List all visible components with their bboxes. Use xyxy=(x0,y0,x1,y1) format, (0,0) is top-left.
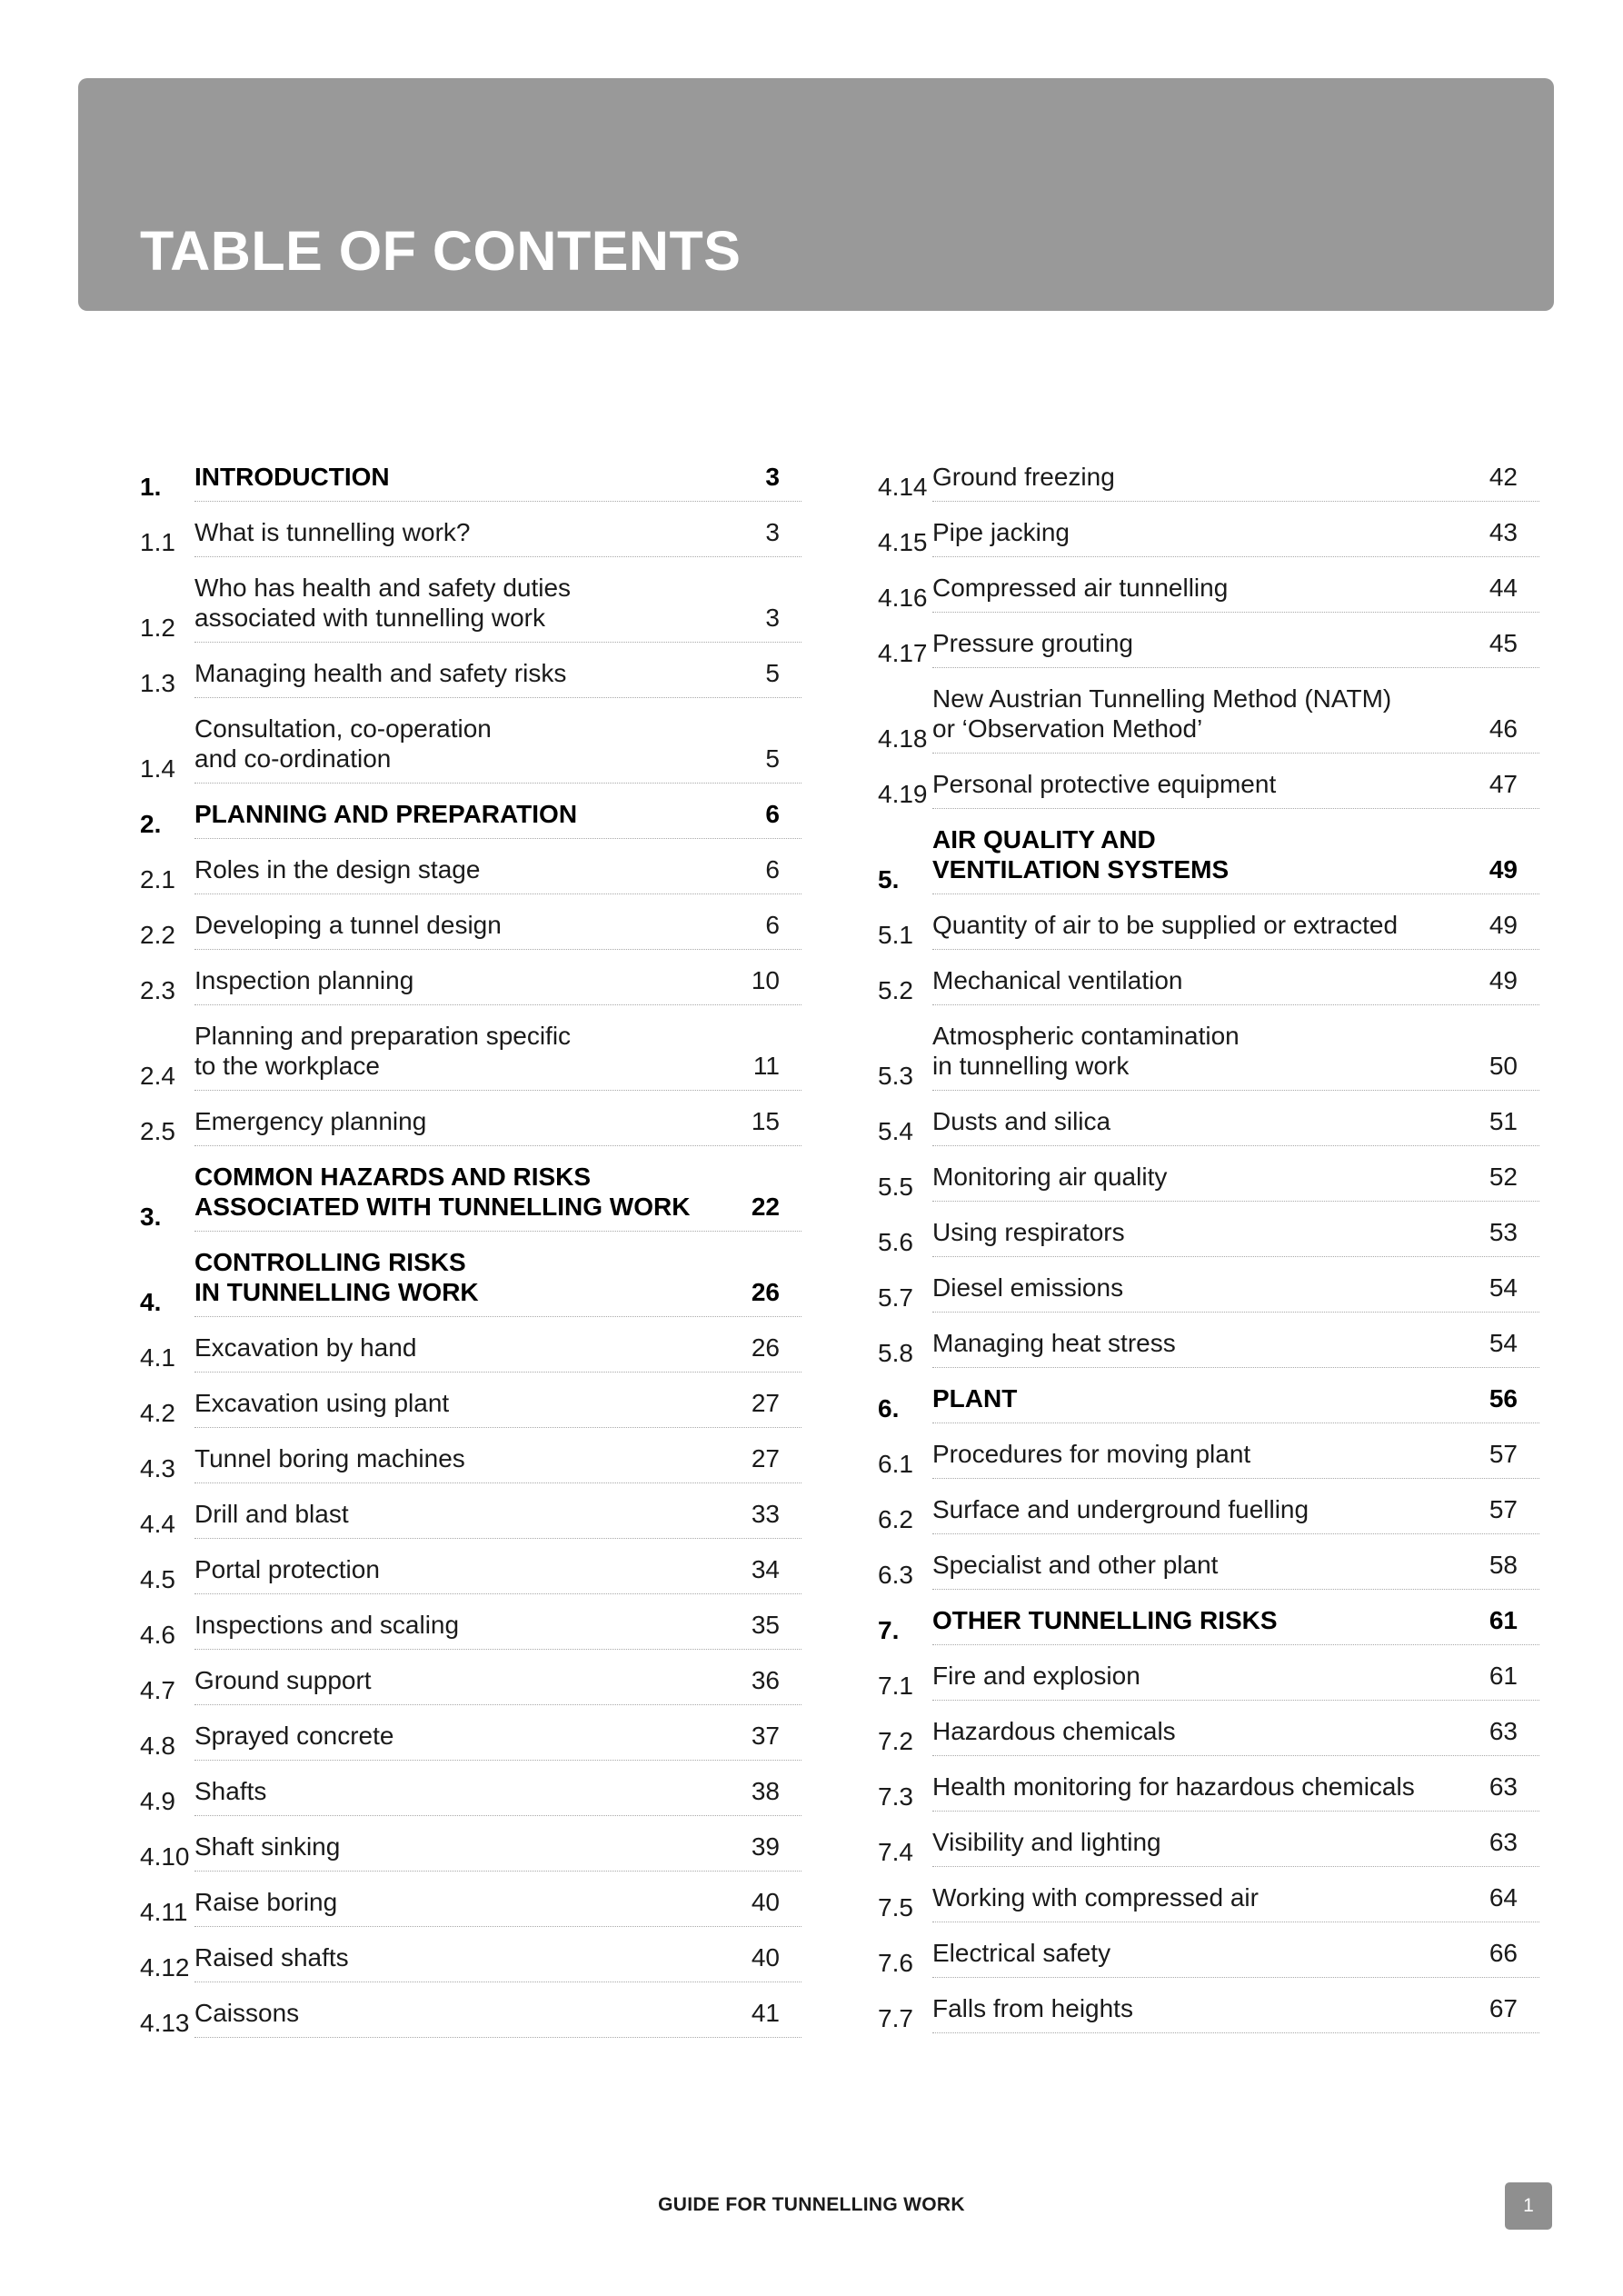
toc-entry-page-number: 5 xyxy=(765,744,780,773)
toc-entry-body xyxy=(932,1273,1539,1313)
toc-entry[interactable] xyxy=(140,1492,802,1548)
toc-entry-title: Electrical safety xyxy=(932,1939,1111,1967)
toc-entry-number: 5.5 xyxy=(878,1173,913,1201)
toc-entry-page-number: 10 xyxy=(751,966,780,994)
toc-entry[interactable] xyxy=(140,1881,802,1936)
toc-entry[interactable] xyxy=(878,1155,1539,1211)
toc-entry-body xyxy=(932,1661,1539,1701)
toc-entry-body xyxy=(194,1499,802,1539)
toc-entry-body xyxy=(194,965,802,1005)
toc-entry-body xyxy=(194,462,802,502)
toc-entry-title: PLANT xyxy=(932,1384,1018,1413)
toc-entry-number: 7.7 xyxy=(878,2004,913,2032)
toc-entry-title: AIR QUALITY AND VENTILATION SYSTEMS xyxy=(932,825,1230,883)
toc-entry-number: 2.1 xyxy=(140,865,175,893)
toc-section-heading[interactable] xyxy=(878,1377,1539,1433)
toc-entry[interactable] xyxy=(878,1014,1539,1100)
toc-entry[interactable] xyxy=(878,1100,1539,1155)
toc-entry-title: Emergency planning xyxy=(194,1107,427,1135)
toc-entry-number: 4.18 xyxy=(878,724,928,753)
toc-section-heading[interactable] xyxy=(140,793,802,848)
toc-entry-title: Pipe jacking xyxy=(932,518,1070,546)
toc-entry-number: 2.5 xyxy=(140,1117,175,1145)
toc-entry-page-number: 43 xyxy=(1489,518,1518,546)
toc-entry-body xyxy=(932,910,1539,950)
toc-entry[interactable] xyxy=(140,1825,802,1881)
toc-entry-page-number: 61 xyxy=(1489,1606,1518,1634)
toc-entry-page-number: 3 xyxy=(765,604,780,632)
toc-entry-body xyxy=(194,1776,802,1816)
toc-entry[interactable] xyxy=(878,566,1539,622)
toc-entry[interactable] xyxy=(878,1932,1539,1987)
toc-entry-page-number: 53 xyxy=(1489,1218,1518,1246)
toc-entry[interactable] xyxy=(140,1603,802,1659)
toc-entry-body xyxy=(194,1998,802,2038)
toc-entry-body xyxy=(194,517,802,557)
toc-entry[interactable] xyxy=(140,566,802,652)
toc-entry-page-number: 54 xyxy=(1489,1273,1518,1302)
toc-entry-number: 5.2 xyxy=(878,976,913,1004)
toc-entry-title: Consultation, co-operation and co-ordination xyxy=(194,714,492,773)
toc-entry-number: 4.6 xyxy=(140,1621,175,1649)
toc-entry[interactable] xyxy=(878,1876,1539,1932)
toc-entry-title: Raised shafts xyxy=(194,1943,349,1972)
toc-entry-number: 4.13 xyxy=(140,2009,190,2037)
toc-entry-title: Caissons xyxy=(194,1999,300,2027)
toc-entry-number: 5.3 xyxy=(878,1062,913,1090)
toc-entry-number: 6.1 xyxy=(878,1450,913,1478)
toc-entry-body xyxy=(194,658,802,698)
toc-entry-body xyxy=(194,1247,802,1317)
toc-entry[interactable] xyxy=(878,1821,1539,1876)
toc-entry-title: Managing heat stress xyxy=(932,1329,1176,1357)
toc-section-heading[interactable] xyxy=(878,1599,1539,1654)
toc-entry-number: 5.7 xyxy=(878,1283,913,1312)
toc-entry-number: 2.4 xyxy=(140,1062,175,1090)
toc-entry-page-number: 46 xyxy=(1489,714,1518,743)
toc-entry-number: 7.1 xyxy=(878,1672,913,1700)
toc-entry-number: 5.1 xyxy=(878,921,913,949)
toc-entry[interactable] xyxy=(878,622,1539,677)
toc-entry[interactable] xyxy=(878,1211,1539,1266)
toc-entry-number: 4.9 xyxy=(140,1787,175,1815)
toc-entry-number: 6.2 xyxy=(878,1505,913,1533)
toc-entry-body xyxy=(932,573,1539,613)
toc-entry-page-number: 61 xyxy=(1489,1662,1518,1690)
toc-entry[interactable] xyxy=(140,707,802,793)
toc-entry-number: 7.5 xyxy=(878,1893,913,1922)
toc-entry-page-number: 35 xyxy=(751,1611,780,1639)
toc-entry[interactable] xyxy=(878,763,1539,818)
toc-entry-number: 4.15 xyxy=(878,528,928,556)
toc-entry-number: 4.16 xyxy=(878,584,928,612)
toc-entry[interactable] xyxy=(878,959,1539,1014)
toc-entry-body xyxy=(932,1494,1539,1534)
toc-entry-number: 3. xyxy=(140,1203,162,1231)
toc-entry[interactable] xyxy=(878,1543,1539,1599)
toc-entry-title: Roles in the design stage xyxy=(194,855,481,883)
toc-entry-page-number: 63 xyxy=(1489,1772,1518,1801)
toc-entry-page-number: 5 xyxy=(765,659,780,687)
toc-entry-body xyxy=(932,1328,1539,1368)
toc-entry-page-number: 54 xyxy=(1489,1329,1518,1357)
toc-entry-body xyxy=(932,965,1539,1005)
toc-entry-body xyxy=(194,1106,802,1146)
toc-entry-page-number: 39 xyxy=(751,1832,780,1861)
toc-entry-page-number: 56 xyxy=(1489,1384,1518,1413)
toc-entry-body xyxy=(194,1665,802,1705)
footer-title: GUIDE FOR TUNNELLING WORK xyxy=(658,2194,965,2215)
toc-entry-title: CONTROLLING RISKS IN TUNNELLING WORK xyxy=(194,1248,479,1306)
toc-entry-page-number: 22 xyxy=(751,1193,780,1221)
toc-entry-body xyxy=(932,1439,1539,1479)
toc-entry-number: 2.3 xyxy=(140,976,175,1004)
toc-entry-page-number: 15 xyxy=(751,1107,780,1135)
toc-entry-page-number: 47 xyxy=(1489,770,1518,798)
toc-entry-title: Portal protection xyxy=(194,1555,380,1583)
toc-entry-number: 7.2 xyxy=(878,1727,913,1755)
toc-entry-body xyxy=(194,1388,802,1428)
toc-entry-title: COMMON HAZARDS AND RISKS ASSOCIATED WITH TUNNELLING WORK xyxy=(194,1163,691,1221)
toc-entry[interactable] xyxy=(878,1322,1539,1377)
toc-entry-title: Inspections and scaling xyxy=(194,1611,460,1639)
toc-entry-title: Compressed air tunnelling xyxy=(932,574,1229,602)
toc-entry-page-number: 40 xyxy=(751,1943,780,1972)
toc-entry-body xyxy=(932,769,1539,809)
toc-entry-title: New Austrian Tunnelling Method (NATM) or ‘Observation Method’ xyxy=(932,684,1392,743)
toc-entry-page-number: 26 xyxy=(751,1278,780,1306)
toc-entry-title: Quantity of air to be supplied or extracted xyxy=(932,911,1399,939)
toc-entry-body xyxy=(932,1217,1539,1257)
toc-entry-body xyxy=(932,462,1539,502)
toc-entry-title: Drill and blast xyxy=(194,1500,349,1528)
toc-entry-body xyxy=(932,824,1539,894)
toc-entry-body xyxy=(194,714,802,784)
toc-entry-page-number: 38 xyxy=(751,1777,780,1805)
toc-entry-title: Excavation using plant xyxy=(194,1389,450,1417)
toc-entry-number: 6.3 xyxy=(878,1561,913,1589)
toc-entry-page-number: 45 xyxy=(1489,629,1518,657)
toc-entry-title: Working with compressed air xyxy=(932,1883,1259,1912)
toc-entry-page-number: 64 xyxy=(1489,1883,1518,1912)
toc-entry-body xyxy=(932,1383,1539,1423)
toc-entry[interactable] xyxy=(140,652,802,707)
toc-entry[interactable] xyxy=(878,677,1539,763)
toc-entry-title: Mechanical ventilation xyxy=(932,966,1183,994)
toc-entry-body xyxy=(932,1882,1539,1922)
toc-entry-page-number: 52 xyxy=(1489,1163,1518,1191)
toc-entry-title: Monitoring air quality xyxy=(932,1163,1168,1191)
toc-entry-number: 4.1 xyxy=(140,1343,175,1372)
toc-entry-body xyxy=(194,854,802,894)
toc-entry-number: 7.6 xyxy=(878,1949,913,1977)
toc-entry-page-number: 51 xyxy=(1489,1107,1518,1135)
toc-entry-page-number: 67 xyxy=(1489,1994,1518,2022)
toc-entry-number: 5.8 xyxy=(878,1339,913,1367)
toc-entry-title: PLANNING AND PREPARATION xyxy=(194,800,578,828)
toc-entry-title: Surface and underground fuelling xyxy=(932,1495,1309,1523)
toc-entry-body xyxy=(932,1938,1539,1978)
toc-entry[interactable] xyxy=(140,1992,802,2047)
toc-entry-body xyxy=(194,1887,802,1927)
toc-entry-page-number: 49 xyxy=(1489,966,1518,994)
toc-entry-title: Hazardous chemicals xyxy=(932,1717,1176,1745)
toc-entry[interactable] xyxy=(140,1100,802,1155)
toc-entry-number: 4.7 xyxy=(140,1676,175,1704)
toc-entry-body xyxy=(932,517,1539,557)
toc-entry-number: 5.6 xyxy=(878,1228,913,1256)
toc-entry-page-number: 63 xyxy=(1489,1828,1518,1856)
toc-entry[interactable] xyxy=(140,1548,802,1603)
toc-entry-number: 7.4 xyxy=(878,1838,913,1866)
toc-entry-body xyxy=(194,799,802,839)
toc-entry-body xyxy=(932,1021,1539,1091)
toc-column-left xyxy=(140,455,802,2047)
toc-entry-page-number: 58 xyxy=(1489,1551,1518,1579)
toc-entry-body xyxy=(932,1716,1539,1756)
toc-entry-page-number: 34 xyxy=(751,1555,780,1583)
toc-entry-number: 1. xyxy=(140,473,162,501)
toc-entry[interactable] xyxy=(878,1488,1539,1543)
toc-entry-title: What is tunnelling work? xyxy=(194,518,471,546)
toc-section-heading[interactable] xyxy=(140,1241,802,1326)
toc-entry-title: Ground support xyxy=(194,1666,372,1694)
toc-entry-number: 5. xyxy=(878,865,900,893)
toc-entry-body xyxy=(194,1832,802,1872)
toc-entry-number: 4.8 xyxy=(140,1732,175,1760)
toc-entry-title: Diesel emissions xyxy=(932,1273,1124,1302)
toc-entry-title: Health monitoring for hazardous chemicals xyxy=(932,1772,1415,1801)
toc-entry[interactable] xyxy=(878,1710,1539,1765)
toc-entry-title: Inspection planning xyxy=(194,966,414,994)
toc-entry-title: Ground freezing xyxy=(932,463,1115,491)
toc-entry-page-number: 49 xyxy=(1489,855,1518,883)
toc-entry-number: 1.2 xyxy=(140,614,175,642)
toc-entry-body xyxy=(932,1827,1539,1867)
toc-entry-title: Shaft sinking xyxy=(194,1832,341,1861)
toc-column-right xyxy=(878,455,1539,2042)
toc-entry-title: Planning and preparation specific to the workplace xyxy=(194,1022,572,1080)
toc-entry[interactable] xyxy=(140,903,802,959)
toc-entry[interactable] xyxy=(878,1654,1539,1710)
toc-entry-title: Atmospheric contamination in tunnelling work xyxy=(932,1022,1240,1080)
toc-section-heading[interactable] xyxy=(878,818,1539,903)
toc-entry-body xyxy=(932,1106,1539,1146)
toc-entry-title: Raise boring xyxy=(194,1888,338,1916)
toc-entry[interactable] xyxy=(140,1659,802,1714)
toc-entry-number: 4.4 xyxy=(140,1510,175,1538)
toc-entry-page-number: 50 xyxy=(1489,1052,1518,1080)
toc-entry-page-number: 26 xyxy=(751,1333,780,1362)
toc-entry-body xyxy=(194,1162,802,1232)
toc-entry[interactable] xyxy=(878,1266,1539,1322)
toc-entry-body xyxy=(194,1333,802,1373)
toc-entry[interactable] xyxy=(140,1936,802,1992)
toc-entry-number: 4.14 xyxy=(878,473,928,501)
toc-entry-number: 1.4 xyxy=(140,754,175,783)
toc-entry-number: 4.12 xyxy=(140,1953,190,1982)
toc-entry-number: 4.17 xyxy=(878,639,928,667)
toc-entry-body xyxy=(932,1772,1539,1812)
toc-entry-title: Tunnel boring machines xyxy=(194,1444,465,1472)
toc-entry-number: 2.2 xyxy=(140,921,175,949)
toc-entry-page-number: 11 xyxy=(752,1052,780,1080)
toc-entry-page-number: 33 xyxy=(751,1500,780,1528)
toc-section-heading[interactable] xyxy=(140,1155,802,1241)
toc-entry-page-number: 44 xyxy=(1489,574,1518,602)
toc-entry-title: Shafts xyxy=(194,1777,267,1805)
toc-section-heading[interactable] xyxy=(140,455,802,511)
toc-entry-title: Fire and explosion xyxy=(932,1662,1140,1690)
toc-entry-title: Visibility and lighting xyxy=(932,1828,1161,1856)
toc-entry-body xyxy=(932,1605,1539,1645)
toc-entry[interactable] xyxy=(140,848,802,903)
toc-entry[interactable] xyxy=(140,1326,802,1382)
toc-entry-title: Pressure grouting xyxy=(932,629,1134,657)
toc-entry-number: 4. xyxy=(140,1288,162,1316)
toc-entry-title: Personal protective equipment xyxy=(932,770,1277,798)
title-banner xyxy=(78,78,1554,311)
toc-entry-page-number: 57 xyxy=(1489,1440,1518,1468)
toc-entry-body xyxy=(932,684,1539,754)
toc-entry-title: Procedures for moving plant xyxy=(932,1440,1251,1468)
toc-entry-body xyxy=(194,1610,802,1650)
toc-entry-number: 4.11 xyxy=(140,1898,188,1926)
toc-entry-body xyxy=(194,1554,802,1594)
toc-entry-number: 1.3 xyxy=(140,669,175,697)
toc-entry[interactable] xyxy=(878,903,1539,959)
toc-entry-body xyxy=(194,1942,802,1982)
toc-entry-number: 5.4 xyxy=(878,1117,913,1145)
toc-entry-number: 4.10 xyxy=(140,1842,190,1871)
toc-entry-page-number: 3 xyxy=(765,463,780,491)
toc-entry[interactable] xyxy=(140,1014,802,1100)
toc-entry[interactable] xyxy=(878,1765,1539,1821)
toc-entry[interactable] xyxy=(140,511,802,566)
toc-entry-title: Excavation by hand xyxy=(194,1333,417,1362)
toc-entry[interactable] xyxy=(878,511,1539,566)
toc-entry-number: 6. xyxy=(878,1394,900,1423)
toc-entry[interactable] xyxy=(140,1770,802,1825)
toc-entry-page-number: 27 xyxy=(751,1389,780,1417)
toc-entry-title: INTRODUCTION xyxy=(194,463,390,491)
toc-entry-page-number: 41 xyxy=(751,1999,780,2027)
toc-entry-number: 4.19 xyxy=(878,780,928,808)
toc-entry-page-number: 3 xyxy=(765,518,780,546)
toc-entry-number: 7.3 xyxy=(878,1782,913,1811)
toc-entry[interactable] xyxy=(140,1382,802,1437)
toc-entry-title: Sprayed concrete xyxy=(194,1722,394,1750)
toc-entry[interactable] xyxy=(140,1437,802,1492)
toc-entry-title: Developing a tunnel design xyxy=(194,911,502,939)
toc-entry-number: 1.1 xyxy=(140,528,175,556)
toc-entry-body xyxy=(932,1162,1539,1202)
toc-entry-title: Who has health and safety duties associated with tunnelling work xyxy=(194,574,572,632)
toc-entry-title: Dusts and silica xyxy=(932,1107,1111,1135)
toc-entry-title: Specialist and other plant xyxy=(932,1551,1219,1579)
toc-entry-page-number: 36 xyxy=(751,1666,780,1694)
toc-entry-page-number: 57 xyxy=(1489,1495,1518,1523)
toc-entry-body xyxy=(194,910,802,950)
toc-entry-page-number: 49 xyxy=(1489,911,1518,939)
toc-entry-body xyxy=(932,628,1539,668)
toc-entry-number: 4.5 xyxy=(140,1565,175,1593)
toc-entry-body xyxy=(932,1550,1539,1590)
toc-entry-number: 4.2 xyxy=(140,1399,175,1427)
toc-entry-number: 4.3 xyxy=(140,1454,175,1482)
toc-entry[interactable] xyxy=(878,455,1539,511)
toc-entry[interactable] xyxy=(140,959,802,1014)
toc-entry-number: 7. xyxy=(878,1616,900,1644)
toc-entry-number: 2. xyxy=(140,810,162,838)
toc-entry-title: Managing health and safety risks xyxy=(194,659,567,687)
toc-entry-page-number: 37 xyxy=(751,1722,780,1750)
toc-entry-body xyxy=(194,1443,802,1483)
toc-entry-body xyxy=(194,1721,802,1761)
toc-entry-body xyxy=(932,1993,1539,2033)
toc-entry-page-number: 6 xyxy=(765,855,780,883)
toc-entry-body xyxy=(194,573,802,643)
toc-entry[interactable] xyxy=(140,1714,802,1770)
toc-entry[interactable] xyxy=(878,1433,1539,1488)
toc-entry-title: Using respirators xyxy=(932,1218,1125,1246)
toc-entry-page-number: 6 xyxy=(765,911,780,939)
toc-entry-page-number: 66 xyxy=(1489,1939,1518,1967)
toc-entry-body xyxy=(194,1021,802,1091)
toc-entry-title: Falls from heights xyxy=(932,1994,1133,2022)
toc-entry-page-number: 40 xyxy=(751,1888,780,1916)
toc-entry-page-number: 42 xyxy=(1489,463,1518,491)
toc-entry-title: OTHER TUNNELLING RISKS xyxy=(932,1606,1278,1634)
toc-entry-page-number: 63 xyxy=(1489,1717,1518,1745)
toc-entry-page-number: 27 xyxy=(751,1444,780,1472)
page-title: TABLE OF CONTENTS xyxy=(140,220,742,282)
page-number-badge: 1 xyxy=(1505,2182,1552,2230)
toc-entry[interactable] xyxy=(878,1987,1539,2042)
toc-entry-page-number: 6 xyxy=(765,800,780,828)
